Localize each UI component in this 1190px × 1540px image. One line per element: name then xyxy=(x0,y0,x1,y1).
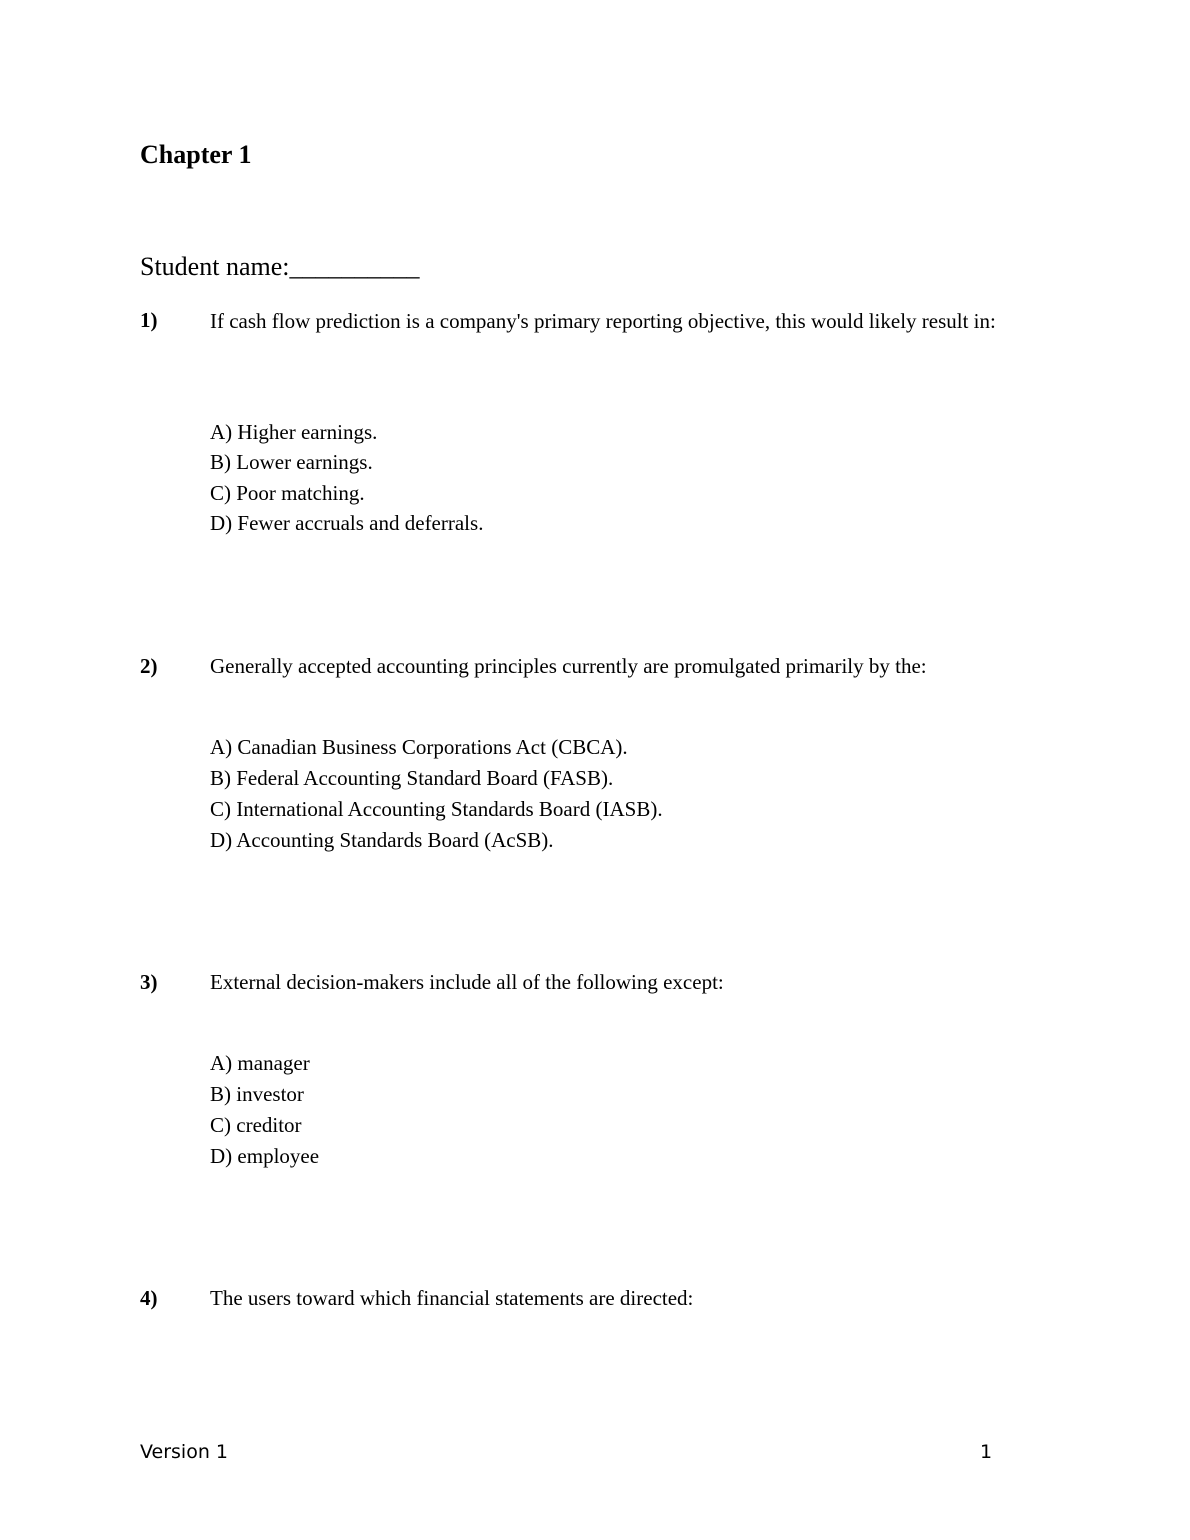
footer-version: Version 1 xyxy=(140,1441,228,1463)
question-text: The users toward which financial statements are directed: xyxy=(210,1286,694,1310)
answer-option: B) Lower earnings. xyxy=(210,450,373,474)
question-number: 4) xyxy=(140,1286,158,1310)
answer-option: D) Accounting Standards Board (AcSB). xyxy=(210,828,554,852)
answer-option: A) Higher earnings. xyxy=(210,420,378,444)
answer-option: C) creditor xyxy=(210,1113,302,1137)
answer-option: D) employee xyxy=(210,1144,320,1168)
answer-option: A) Canadian Business Corporations Act (CBCA). xyxy=(210,735,628,759)
question-text: Generally accepted accounting principles currently are promulgated primarily by the: xyxy=(210,654,927,678)
answer-option: B) Federal Accounting Standard Board (FASB). xyxy=(210,766,614,790)
chapter-title: Chapter 1 xyxy=(140,140,252,169)
answer-option: C) Poor matching. xyxy=(210,481,365,505)
student-name-field: Student name:__________ xyxy=(140,252,420,281)
page-number: 1 xyxy=(980,1441,993,1463)
answer-option: B) investor xyxy=(210,1082,304,1106)
question-number: 2) xyxy=(140,654,158,678)
question-number: 3) xyxy=(140,970,158,994)
answer-option: C) International Accounting Standards Board (IASB). xyxy=(210,797,663,821)
answer-option: A) manager xyxy=(210,1051,310,1075)
answer-option: D) Fewer accruals and deferrals. xyxy=(210,511,484,535)
question-text: If cash flow prediction is a company's primary reporting objective, this would likely result in: xyxy=(210,309,996,333)
question-text: External decision-makers include all of the following except: xyxy=(210,970,724,994)
question-number: 1) xyxy=(140,308,158,332)
